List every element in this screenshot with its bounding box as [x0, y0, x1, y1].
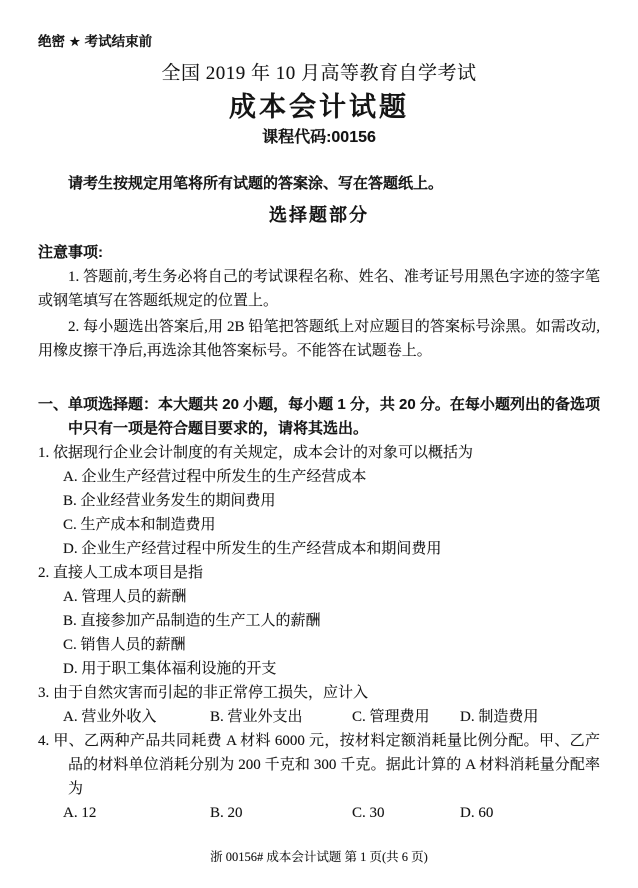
exam-title: 全国 2019 年 10 月高等教育自学考试	[161, 63, 477, 84]
note-item-1: 1. 答题前,考生务必将自己的考试课程名称、姓名、准考证号用黑色字迹的签字笔或钢笔填写在答题纸规定的位置上。	[38, 269, 600, 309]
course-code: 课程代码:00156	[262, 129, 376, 146]
option-item-a: A. 企业生产经营过程中所发生的生产经营成本	[63, 469, 367, 485]
option-item-a: A. 管理人员的薪酬	[63, 589, 187, 605]
note-item-2: 2. 每小题选出答案后,用 2B 铅笔把答题纸上对应题目的答案标号涂黑。如需改动,用橡皮擦干净后,再选涂其他答案标号。不能答在试题卷上。	[38, 319, 600, 359]
option-item-a: A. 营业外收入	[63, 709, 157, 725]
option-item-d: D. 企业生产经营过程中所发生的生产经营成本和期间费用	[63, 541, 442, 557]
page-footer: 浙 00156# 成本会计试题 第 1 页(共 6 页)	[210, 850, 428, 864]
question-2	[38, 561, 600, 681]
options-list	[63, 465, 600, 561]
option-item-b: B. 直接参加产品制造的生产工人的薪酬	[63, 613, 321, 629]
question-stem: 2. 直接人工成本项目是指	[38, 565, 204, 581]
option-item-c: C. 管理费用	[352, 709, 430, 725]
option-item-a: A. 12	[63, 805, 97, 821]
classification-banner: 绝密 ★ 考试结束前	[38, 34, 153, 49]
question-3	[38, 681, 600, 729]
notes-heading: 注意事项:	[38, 244, 103, 261]
option-item-d: D. 制造费用	[460, 709, 539, 725]
question-1	[38, 441, 600, 561]
section-title: 选择题部分	[269, 205, 369, 225]
question-stem: 1. 依据现行企业会计制度的有关规定，成本会计的对象可以概括为	[38, 445, 474, 461]
answer-instruction: 请考生按规定用笔将所有试题的答案涂、写在答题纸上。	[68, 175, 444, 192]
option-item-c: C. 30	[352, 805, 385, 821]
part-one-heading: 一、单项选择题：本大题共 20 小题，每小题 1 分，共 20 分。在每小题列出的备选项中只有一项是符合题目要求的，请将其选出。	[38, 396, 600, 437]
option-item-d: D. 用于职工集体福利设施的开支	[63, 661, 277, 677]
question-4	[38, 729, 600, 825]
options-row	[63, 801, 600, 825]
question-stem: 4. 甲、乙两种产品共同耗费 A 材料 6000 元，按材料定额消耗量比例分配。甲、乙产品的材料单位消耗分别为 200 千克和 300 千克。据此计算的 A 材料消耗量分配率为	[38, 733, 600, 797]
paper-title: 成本会计试题	[229, 92, 409, 122]
option-item-c: C. 生产成本和制造费用	[63, 517, 216, 533]
option-item-b: B. 20	[210, 805, 243, 821]
option-item-b: B. 营业外支出	[210, 709, 303, 725]
option-item-b: B. 企业经营业务发生的期间费用	[63, 493, 276, 509]
option-item-d: D. 60	[460, 805, 494, 821]
question-stem: 3. 由于自然灾害而引起的非正常停工损失，应计入	[38, 685, 369, 701]
option-item-c: C. 销售人员的薪酬	[63, 637, 186, 653]
options-list	[63, 585, 600, 681]
options-row	[63, 705, 600, 729]
